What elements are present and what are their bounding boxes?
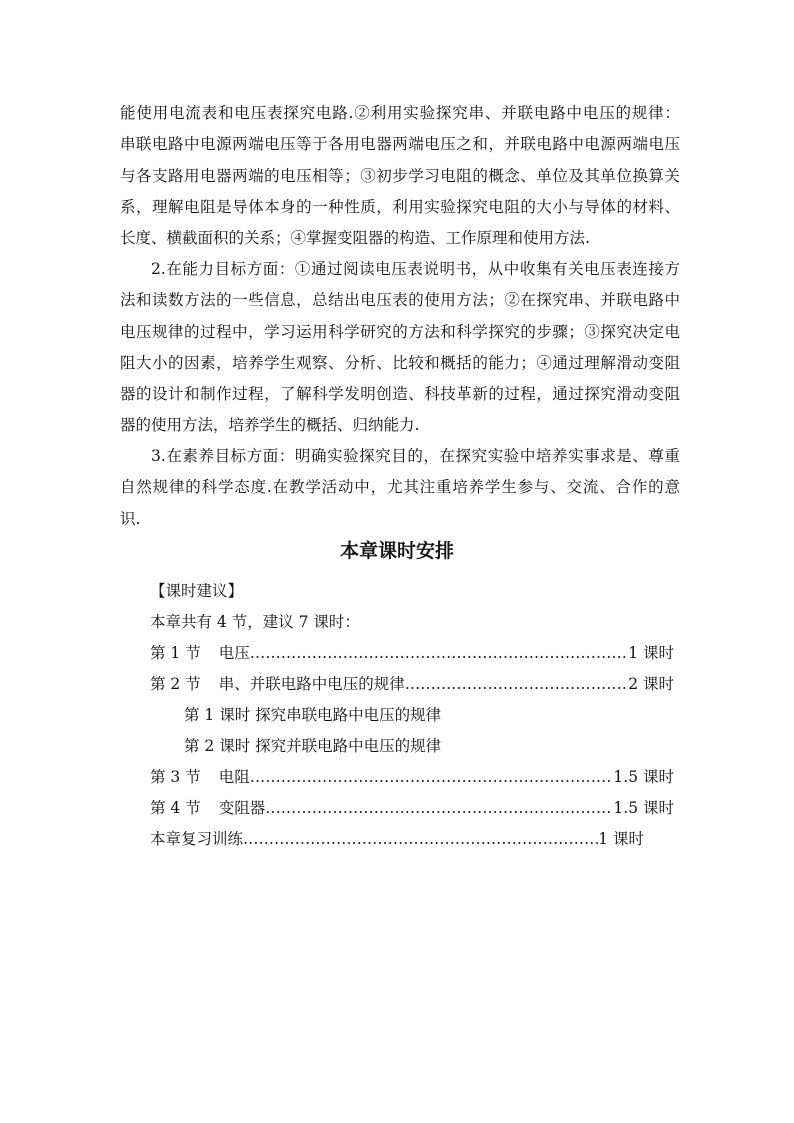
schedule-item <box>150 762 674 793</box>
section-name: 变阻器 <box>218 799 266 817</box>
section-hours: 1.5 课时 <box>613 799 674 817</box>
section-heading: 本章课时安排 <box>339 540 454 562</box>
text-line: 器的使用方法，培养学生的概括、归纳能力. <box>120 416 420 435</box>
objectives-paragraph-3 <box>120 441 680 535</box>
objectives-paragraph-1 <box>120 98 680 254</box>
text-line: 长度、横截面积的关系；④掌握变阻器的构造、工作原理和使用方法. <box>120 229 590 248</box>
text-line: 器的设计和制作过程，了解科学发明创造、科技革新的过程，通过探究滑动变阻 <box>120 385 680 404</box>
schedule-list <box>150 576 674 855</box>
section-hours: 2 课时 <box>628 675 674 693</box>
leader-dots <box>250 762 614 793</box>
text-line: 电压规律的过程中，学习运用科学研究的方法和科学探究的步骤；③探究决定电 <box>120 322 680 341</box>
leader-dots <box>405 669 628 700</box>
schedule-item <box>150 793 674 824</box>
section-number: 第 3 节 <box>150 768 201 786</box>
leader-dots <box>243 824 598 855</box>
sub-item-text: 第 2 课时 探究并联电路中电压的规律 <box>184 737 442 755</box>
text-line: 3.在素养目标方面：明确实验探究目的，在探究实验中培养实事求是、尊重 <box>151 447 680 465</box>
text-line: 与各支路用电器两端的电压相等；③初步学习电阻的概念、单位及其单位换算关 <box>120 166 680 185</box>
review-name: 本章复习训练 <box>150 830 244 848</box>
text-line: 系，理解电阻是导体本身的一种性质，利用实验探究电阻的大小与导体的材料、 <box>120 197 680 216</box>
review-hours: 1 课时 <box>598 830 644 848</box>
schedule-sub-item <box>150 700 674 731</box>
schedule-item <box>150 669 674 700</box>
schedule-summary <box>150 607 674 638</box>
sub-item-text: 第 1 课时 探究串联电路中电压的规律 <box>184 706 442 724</box>
text-line: 阻大小的因素，培养学生观察、分析、比较和概括的能力；④通过理解滑动变阻 <box>120 353 680 372</box>
text-line: 识. <box>120 509 141 528</box>
text-line: 法和读数方法的一些信息，总结出电压表的使用方法；②在探究串、并联电路中 <box>120 291 680 310</box>
leader-dots <box>265 793 613 824</box>
suggestion-label <box>150 576 674 607</box>
objectives-paragraph-2 <box>120 254 680 442</box>
section-number: 第 4 节 <box>150 799 201 817</box>
text-line: 自然规律的科学态度.在教学活动中，尤其注重培养学生参与、交流、合作的意 <box>120 478 680 497</box>
suggestion-label-text: 【课时建议】 <box>150 582 244 600</box>
schedule-sub-item <box>150 731 674 762</box>
section-name: 串、并联电路中电压的规律 <box>218 675 405 693</box>
section-number: 第 2 节 <box>150 675 201 693</box>
section-name: 电阻 <box>218 768 250 786</box>
leader-dots <box>250 638 628 669</box>
section-name: 电压 <box>218 644 250 662</box>
section-hours: 1 课时 <box>628 644 674 662</box>
schedule-summary-text: 本章共有 4 节，建议 7 课时： <box>150 613 360 631</box>
schedule-item <box>150 638 674 669</box>
text-line: 2.在能力目标方面：①通过阅读电压表说明书，从中收集有关电压表连接方 <box>151 260 680 278</box>
schedule-review <box>150 824 644 855</box>
section-number: 第 1 节 <box>150 644 201 662</box>
text-line: 能使用电流表和电压表探究电路.②利用实验探究串、并联电路中电压的规律： <box>120 104 680 122</box>
text-line: 串联电路中电源两端电压等于各用电器两端电压之和，并联电路中电源两端电压 <box>120 135 680 154</box>
section-hours: 1.5 课时 <box>613 768 674 786</box>
